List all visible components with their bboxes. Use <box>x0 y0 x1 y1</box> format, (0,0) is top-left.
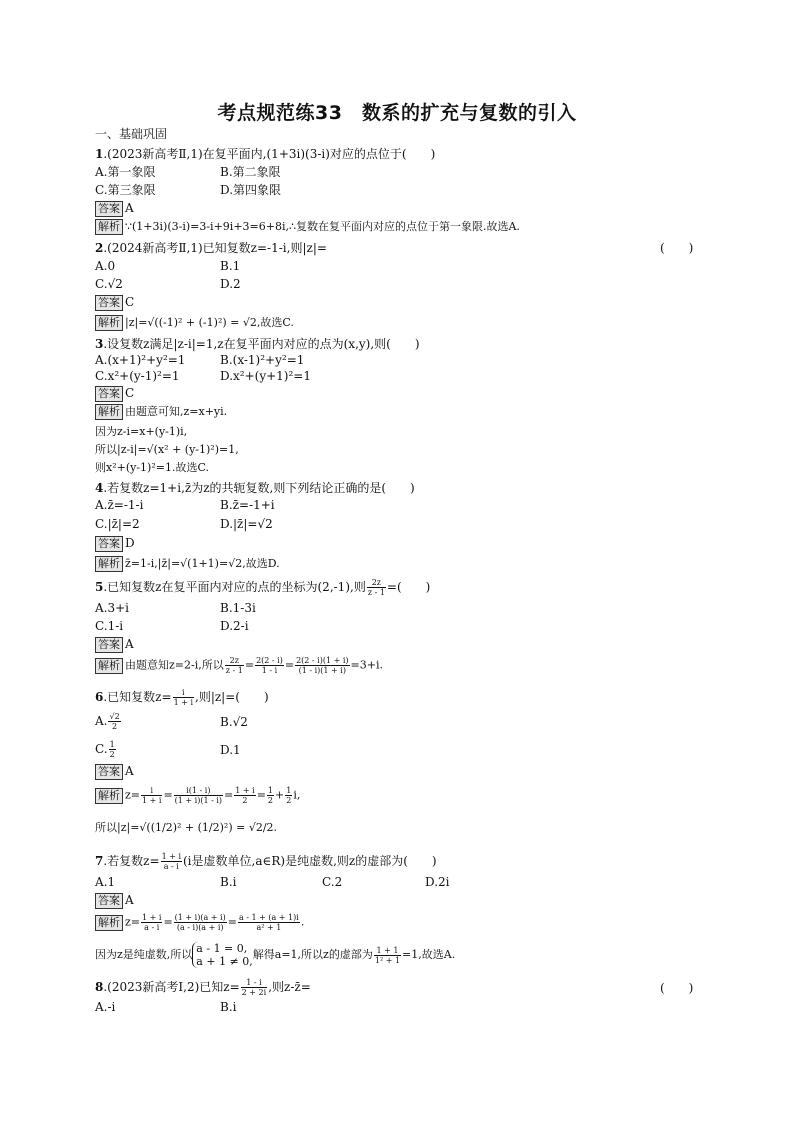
analysis-tag: 解析 <box>95 315 123 331</box>
fraction <box>109 740 116 759</box>
option-c: C. $\frac{1}{2}$ <box>95 740 115 759</box>
fraction <box>285 786 292 805</box>
analysis-text: z̄=1-i,|z̄|=√(1+1)=√2,故选D. <box>125 557 280 570</box>
answer-line <box>95 636 134 653</box>
fraction <box>173 688 194 707</box>
answer-line <box>95 763 134 780</box>
question-text: .若复数z= <box>103 854 160 868</box>
analysis-line: 解析 由题意知z=2-i,所以 $\frac{2z}{z - 1}$ = $\frac{2(2 - i)}{1 - i}$ = $\frac{2(2 - i)(1 + i)}{(1 - i)(1 + i)}$ =3+i. <box>95 656 383 675</box>
option-d: D.2i <box>425 875 450 889</box>
question-5-stem <box>95 578 430 597</box>
denominator: a² + 1 <box>256 923 282 932</box>
numerator: 1 <box>286 786 292 795</box>
option-b: B.i <box>220 875 237 889</box>
option-a: A.(x+1)²+y²=1 <box>95 353 186 367</box>
option-d: D.x²+(y+1)²=1 <box>220 369 311 383</box>
numerator: 2z <box>367 578 386 588</box>
option-b: B.1 <box>220 259 241 273</box>
question-text: .已知复数z在复平面内对应的点的坐标为(2,-1),则 <box>103 580 366 594</box>
option-c: C.第三象限 <box>95 183 156 197</box>
question-text-end: ,则|z|=( ) <box>195 690 269 704</box>
option-d: D.|z̄|=√2 <box>220 517 273 531</box>
question-text: .(2024新高考Ⅱ,1)已知复数z=-1-i,则|z|= <box>103 241 327 255</box>
numerator: 2z <box>225 656 244 666</box>
question-text-end: (i是虚数单位,a∈R)是纯虚数,则z的虚部为( ) <box>183 854 437 868</box>
fraction <box>141 786 162 805</box>
question-3-stem <box>95 336 420 352</box>
section-heading: 一、基础巩固 <box>95 127 168 141</box>
answer-tag: 答案 <box>95 893 123 909</box>
answer-line <box>95 892 134 909</box>
denominator: 2 <box>109 750 115 759</box>
numerator: i <box>141 786 162 796</box>
denominator: z - 1 <box>225 666 243 675</box>
denominator: 1 - i <box>261 666 278 675</box>
answer-blank: ( ) <box>660 981 694 995</box>
analysis-text: 所以|z-i|=√(x² + (y-1)²)=1, <box>95 443 239 456</box>
fraction <box>295 656 349 675</box>
option-b: B.第二象限 <box>220 165 281 179</box>
analysis-tag: 解析 <box>95 658 123 674</box>
option-a: A.z̄=-1-i <box>95 498 144 512</box>
numerator: 1 + i <box>142 913 162 922</box>
fraction <box>241 978 268 997</box>
answer-tag: 答案 <box>95 295 123 311</box>
option-c: C.x²+(y-1)²=1 <box>95 369 180 383</box>
numerator: 1 <box>267 786 273 795</box>
option-c: C.|z̄|=2 <box>95 517 140 531</box>
denominator: 1² + 1 <box>374 955 401 965</box>
fraction <box>161 852 182 871</box>
analysis-tag: 解析 <box>95 404 123 420</box>
question-number: 7 <box>95 854 104 868</box>
answer-value: C <box>125 386 135 400</box>
answer-line <box>95 294 134 311</box>
option-b: B.(x-1)²+y²=1 <box>220 353 305 367</box>
option-d: D.第四象限 <box>220 183 282 197</box>
denominator: (a - i)(a + i) <box>176 923 224 932</box>
analysis-tag: 解析 <box>95 788 123 804</box>
answer-line <box>95 385 134 402</box>
analysis-text: 解得a=1,所以z的虚部为 <box>252 948 373 961</box>
answer-tag: 答案 <box>95 201 123 217</box>
answer-value: D <box>125 536 135 550</box>
denominator: a - i <box>163 862 179 871</box>
analysis-text: 由题意可知,z=x+yi. <box>125 405 228 418</box>
option-a: A. $\frac{√2}{2}$ <box>95 712 120 731</box>
question-text-end: ,则z-z̄= <box>268 980 311 994</box>
option-a: A.3+i <box>95 601 130 615</box>
option-d: D.1 <box>220 743 241 757</box>
answer-line <box>95 535 135 552</box>
answer-value: A <box>125 201 134 215</box>
option-c: C.2 <box>322 875 343 889</box>
analysis-tag: 解析 <box>95 556 123 572</box>
question-2-stem <box>95 240 327 256</box>
option-b: B.i <box>220 1000 237 1014</box>
option-a: A.1 <box>95 875 116 889</box>
analysis-tag: 解析 <box>95 219 123 235</box>
answer-tag: 答案 <box>95 637 123 653</box>
fraction <box>141 913 162 932</box>
option-c: C.√2 <box>95 277 123 291</box>
answer-value: C <box>125 295 135 309</box>
denominator: a - i <box>144 923 160 932</box>
answer-value: A <box>125 637 134 651</box>
answer-value: A <box>125 893 134 907</box>
equation-row: a + 1 ≠ 0, <box>196 955 253 968</box>
denominator: 1 + i <box>142 796 162 805</box>
question-number: 2 <box>95 241 104 255</box>
denominator: z - 1 <box>367 588 385 597</box>
question-7-stem <box>95 852 437 871</box>
numerator: 1 + 1 <box>374 946 401 956</box>
analysis-text-end: =1,故选A. <box>402 948 456 961</box>
analysis-text: 因为z-i=x+(y-1)i, <box>95 425 188 438</box>
question-1-stem <box>95 146 435 162</box>
analysis-text: ∵(1+3i)(3-i)=3-i+9i+3=6+8i,∴复数在复平面内对应的点位于第一象限.故选A. <box>125 220 520 233</box>
question-8-stem <box>95 978 311 997</box>
answer-line <box>95 200 134 217</box>
answer-value: A <box>125 764 134 778</box>
question-number: 3 <box>95 337 104 351</box>
equation-row: a - 1 = 0, <box>196 942 248 955</box>
analysis-text: |z|=√((-1)² + (-1)²) = √2,故选C. <box>125 316 294 329</box>
option-b: B.1-3i <box>220 601 256 615</box>
analysis-line <box>95 219 520 235</box>
numerator: √2 <box>109 712 120 721</box>
option-d: D.2-i <box>220 619 249 633</box>
answer-tag: 答案 <box>95 764 123 780</box>
fraction <box>108 712 120 731</box>
option-c: C.1-i <box>95 619 124 633</box>
option-a: A.0 <box>95 259 116 273</box>
fraction <box>238 913 300 932</box>
option-d: D.2 <box>220 277 241 291</box>
denominator: (1 - i)(1 + i) <box>298 666 346 675</box>
question-4-stem <box>95 480 415 496</box>
option-a: A.第一象限 <box>95 165 156 179</box>
numerator: 2(2 - i) <box>256 656 283 665</box>
numerator: 2(2 - i)(1 + i) <box>296 656 349 665</box>
fraction <box>267 786 274 805</box>
page-title: 考点规范练33 数系的扩充与复数的引入 <box>217 102 577 124</box>
question-number: 4 <box>95 481 104 495</box>
analysis-line <box>95 556 280 572</box>
analysis-line: 解析 z= $\frac{1 + i}{a - i}$ = $\frac{(1 + i)(a + i)}{(a - i)(a + i)}$ = $\frac{a - 1 + (a + 1)i}{\text{a² + 1}}$ . <box>95 913 304 932</box>
option-a: A.-i <box>95 1000 116 1014</box>
fraction <box>367 578 386 597</box>
numerator: i <box>173 688 194 698</box>
fraction <box>225 656 244 675</box>
answer-blank: ( ) <box>660 241 694 255</box>
answer-tag: 答案 <box>95 536 123 552</box>
analysis-text: 因为z是纯虚数,所以 <box>95 948 193 961</box>
denominator: 2 <box>286 796 292 805</box>
numerator: 1 + i <box>235 786 255 795</box>
analysis-line <box>95 404 227 420</box>
question-text-end: =( ) <box>386 580 431 594</box>
analysis-line-2 <box>95 942 455 968</box>
option-b: B.z̄=-1+i <box>220 498 275 512</box>
numerator: 1 <box>109 740 115 749</box>
question-text: .(2023新高考Ⅰ,2)已知z= <box>103 980 240 994</box>
answer-tag: 答案 <box>95 386 123 402</box>
denominator: 2 + 2i <box>241 988 267 997</box>
analysis-line <box>95 315 294 331</box>
question-text: .设复数z满足|z-i|=1,z在复平面内对应的点为(x,y),则( ) <box>103 337 420 351</box>
numerator: a - 1 + (a + 1)i <box>238 913 299 922</box>
denominator: 2 <box>267 796 273 805</box>
analysis-tag: 解析 <box>95 915 123 931</box>
analysis-text: 由题意知z=2-i,所以 <box>125 658 224 672</box>
question-number: 1 <box>95 147 104 161</box>
numerator: 1 + i <box>161 852 181 861</box>
question-text: .若复数z=1+i,z̄为z的共轭复数,则下列结论正确的是( ) <box>103 481 415 495</box>
numerator: i(1 - i) <box>174 786 223 796</box>
question-6-stem <box>95 688 269 707</box>
analysis-line: 解析 z= $\frac{i}{1 + i}$ = $\frac{i(1 - i)}{(1 + i)(1 - i)}$ = $\frac{1 + i}{2}$ = $\frac{1}{2}$ + $\frac{1}{2}$ i, <box>95 786 300 805</box>
denominator: 2 <box>242 796 248 805</box>
fraction <box>374 946 401 965</box>
denominator: 1 + i <box>173 698 193 707</box>
numerator: 1 - i <box>241 978 268 988</box>
analysis-text-end: =3+i. <box>350 658 383 672</box>
fraction <box>174 913 227 932</box>
equation-system <box>192 942 252 968</box>
question-number: 5 <box>95 580 104 594</box>
question-number: 8 <box>95 980 104 994</box>
denominator: (1 + i)(1 - i) <box>174 796 223 805</box>
analysis-text: 所以|z|=√((1/2)² + (1/2)²) = √2/2. <box>95 821 278 834</box>
question-number: 6 <box>95 690 104 704</box>
option-b: B.√2 <box>220 715 248 729</box>
analysis-text: 则x²+(y-1)²=1.故选C. <box>95 461 209 474</box>
fraction <box>255 656 284 675</box>
fraction <box>234 786 255 805</box>
fraction <box>174 786 223 805</box>
question-text: .(2023新高考Ⅱ,1)在复平面内,(1+3i)(3-i)对应的点位于( ) <box>103 147 436 161</box>
question-text: .已知复数z= <box>103 690 172 704</box>
numerator: (1 + i)(a + i) <box>174 913 226 922</box>
denominator: 2 <box>112 722 118 731</box>
